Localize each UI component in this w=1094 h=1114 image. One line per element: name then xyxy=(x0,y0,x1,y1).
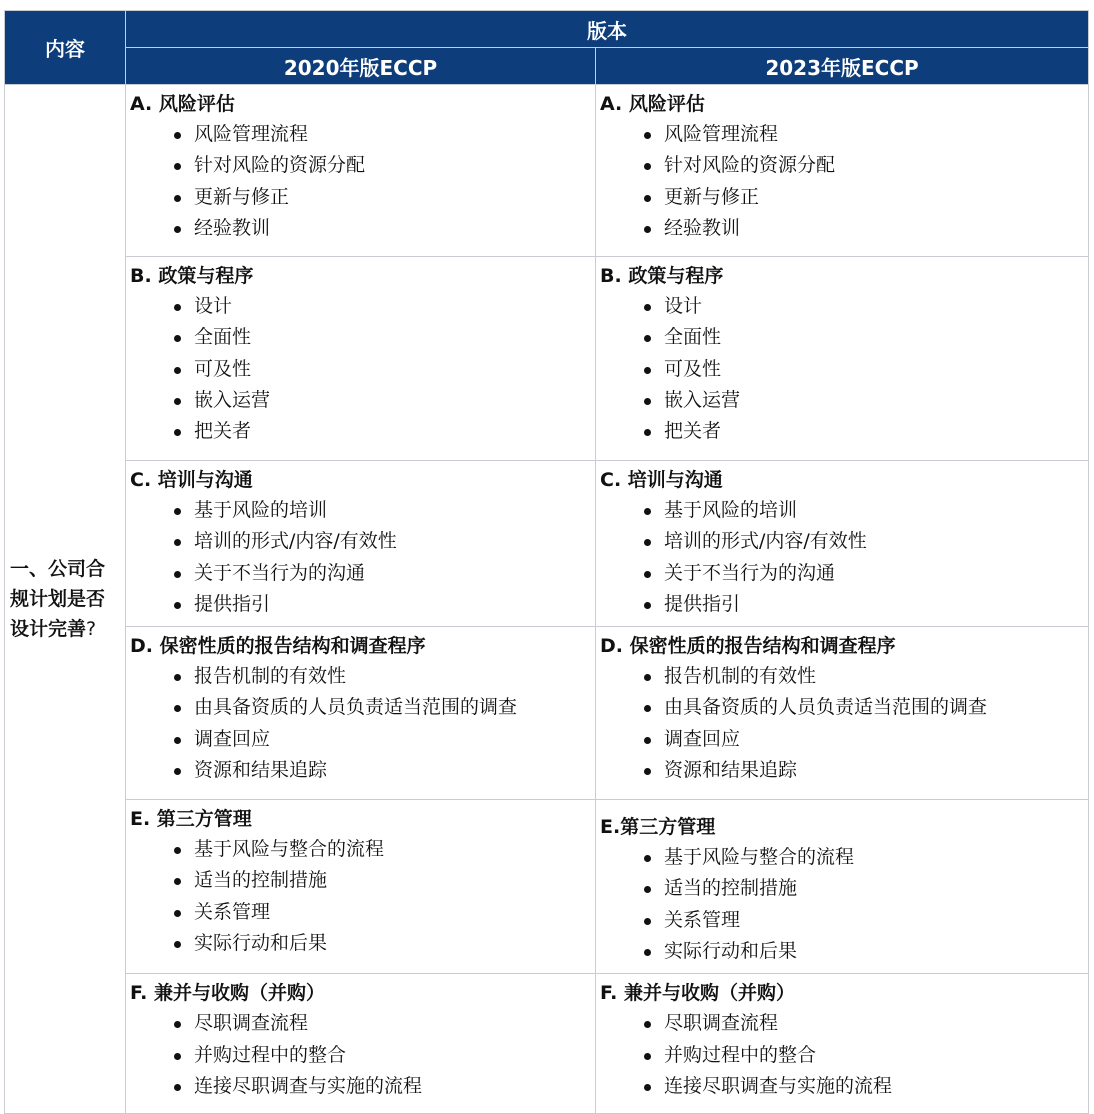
list-item: 基于风险与整合的流程 xyxy=(644,842,1084,873)
section-2023-a xyxy=(596,85,1089,257)
section-2023-e xyxy=(596,800,1089,974)
list-item: 并购过程中的整合 xyxy=(644,1040,1084,1071)
list-item: 设计 xyxy=(644,291,1084,322)
eccp-comparison-table xyxy=(4,10,1089,1114)
list-item: 实际行动和后果 xyxy=(644,936,1084,967)
list-item: 调查回应 xyxy=(174,724,591,755)
list-item: 关系管理 xyxy=(174,897,591,928)
list-item: 由具备资质的人员负责适当范围的调查 xyxy=(644,692,1084,723)
section-title: A. 风险评估 xyxy=(600,93,705,115)
list-item: 尽职调查流程 xyxy=(174,1008,591,1039)
list-item: 连接尽职调查与实施的流程 xyxy=(174,1071,591,1102)
section-title: B. 政策与程序 xyxy=(600,265,724,287)
list-item: 提供指引 xyxy=(174,589,591,620)
list-item: 提供指引 xyxy=(644,589,1084,620)
list-item: 培训的形式/内容/有效性 xyxy=(174,526,591,557)
section-title: D. 保密性质的报告结构和调查程序 xyxy=(130,635,426,658)
list-item: 并购过程中的整合 xyxy=(174,1040,591,1071)
section-2020-e xyxy=(126,800,596,974)
list-item: 适当的控制措施 xyxy=(644,873,1084,904)
list-item: 报告机制的有效性 xyxy=(174,661,591,692)
section-2020-c xyxy=(126,461,596,627)
list-item: 可及性 xyxy=(644,354,1084,385)
section-2023-c xyxy=(596,461,1089,627)
section-2020-f xyxy=(126,974,596,1114)
list-item: 关系管理 xyxy=(644,905,1084,936)
list-item: 连接尽职调查与实施的流程 xyxy=(644,1071,1084,1102)
section-title: F. 兼并与收购（并购） xyxy=(130,982,326,1005)
header-2020-eccp: 2020年版ECCP xyxy=(126,48,596,85)
section-title: B. 政策与程序 xyxy=(130,265,254,287)
list-item: 资源和结果追踪 xyxy=(644,755,1084,786)
section-2023-f xyxy=(596,974,1089,1114)
section-title: F. 兼并与收购（并购） xyxy=(600,982,796,1005)
list-item: 可及性 xyxy=(174,354,591,385)
list-item: 尽职调查流程 xyxy=(644,1008,1084,1039)
list-item: 风险管理流程 xyxy=(644,119,1084,150)
list-item: 基于风险的培训 xyxy=(644,495,1084,526)
section-title: A. 风险评估 xyxy=(130,93,235,115)
list-item: 把关者 xyxy=(644,416,1084,447)
list-item: 设计 xyxy=(174,291,591,322)
header-2023-eccp: 2023年版ECCP xyxy=(596,48,1089,85)
list-item: 全面性 xyxy=(644,322,1084,353)
section-title: C. 培训与沟通 xyxy=(130,469,253,491)
list-item: 经验教训 xyxy=(174,213,591,244)
list-item: 把关者 xyxy=(174,416,591,447)
list-item: 资源和结果追踪 xyxy=(174,755,591,786)
section-title: E.第三方管理 xyxy=(600,816,716,839)
list-item: 经验教训 xyxy=(644,213,1084,244)
list-item: 基于风险的培训 xyxy=(174,495,591,526)
section-2020-a xyxy=(126,85,596,257)
list-item: 嵌入运营 xyxy=(644,385,1084,416)
list-item: 风险管理流程 xyxy=(174,119,591,150)
list-item: 更新与修正 xyxy=(174,182,591,213)
list-item: 嵌入运营 xyxy=(174,385,591,416)
section-title: D. 保密性质的报告结构和调查程序 xyxy=(600,635,896,658)
list-item: 报告机制的有效性 xyxy=(644,661,1084,692)
list-item: 关于不当行为的沟通 xyxy=(174,558,591,589)
list-item: 更新与修正 xyxy=(644,182,1084,213)
topic-text: 一、公司合规计划是否设计完善 xyxy=(10,558,106,641)
list-item: 基于风险与整合的流程 xyxy=(174,834,591,865)
list-item: 关于不当行为的沟通 xyxy=(644,558,1084,589)
section-2023-b xyxy=(596,257,1089,461)
section-title: C. 培训与沟通 xyxy=(600,469,723,491)
list-item: 实际行动和后果 xyxy=(174,928,591,959)
list-item: 调查回应 xyxy=(644,724,1084,755)
section-2020-d xyxy=(126,627,596,800)
header-version: 版本 xyxy=(126,11,1089,48)
header-content: 内容 xyxy=(5,11,126,85)
section-2023-d xyxy=(596,627,1089,800)
topic-cell xyxy=(5,85,126,1114)
list-item: 适当的控制措施 xyxy=(174,865,591,896)
list-item: 针对风险的资源分配 xyxy=(174,150,591,181)
list-item: 全面性 xyxy=(174,322,591,353)
section-2020-b xyxy=(126,257,596,461)
section-title: E. 第三方管理 xyxy=(130,808,252,831)
list-item: 由具备资质的人员负责适当范围的调查 xyxy=(174,692,591,723)
list-item: 培训的形式/内容/有效性 xyxy=(644,526,1084,557)
topic-question-mark: ? xyxy=(86,618,97,641)
list-item: 针对风险的资源分配 xyxy=(644,150,1084,181)
